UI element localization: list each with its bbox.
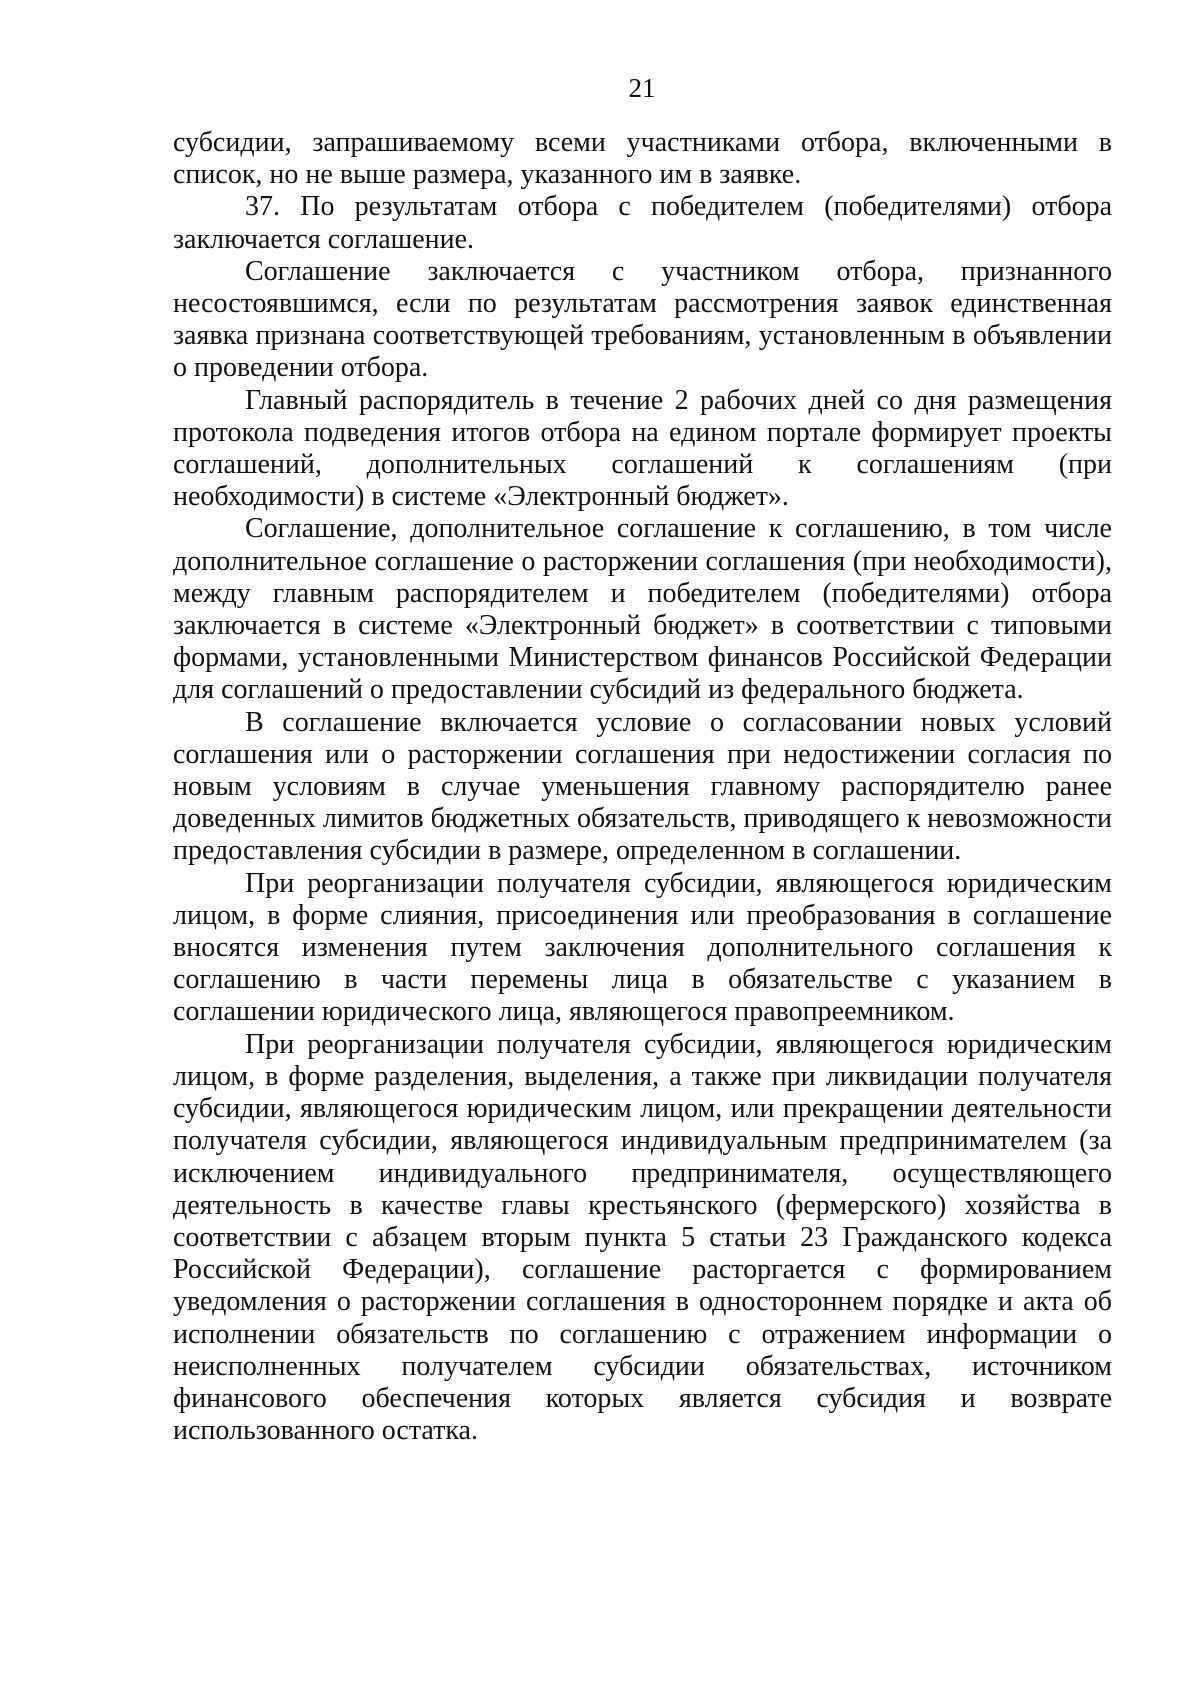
paragraph: Соглашение заключается с участником отбора, признанного несостоявшимся, если по результатам рассмотрения заявок единственная заявка признана соответствующей требованиям, установленным в объявлении о проведении отбора.: [173, 255, 1112, 384]
page-number: 21: [628, 73, 656, 103]
paragraph: Соглашение, дополнительное соглашение к соглашению, в том числе дополнительное соглашение о расторжении соглашения (при необходимости), между главным распорядителем и победителем (победителями) отбора заключается в системе «Электронный бюджет» в соответствии с типовыми формами, установленными Министерством финансов Российской Федерации для соглашений о предоставлении субсидий из федерального бюджета.: [173, 513, 1112, 706]
paragraph: При реорганизации получателя субсидии, являющегося юридическим лицом, в форме разделения, выделения, а также при ликвидации получателя субсидии, являющегося юридическим лицом, или прекращении деятельности получателя субсидии, являющегося индивидуальным предпринимателем (за исключением индивидуального предпринимателя, осуществляющего деятельность в качестве главы крестьянского (фермерского) хозяйства в соответствии с абзацем вторым пункта 5 статьи 23 Гражданского кодекса Российской Федерации), соглашение расторгается с формированием уведомления о расторжении соглашения в одностороннем порядке и акта об исполнении обязательств по соглашению с отражением информации о неисполненных получателем субсидии обязательствах, источником финансового обеспечения которых является субсидия и возврате использованного остатка.: [173, 1028, 1112, 1447]
paragraph: В соглашение включается условие о согласовании новых условий соглашения или о расторжении соглашения при недостижении согласия по новым условиям в случае уменьшения главному распорядителю ранее доведенных лимитов бюджетных обязательств, приводящего к невозможности предоставления субсидии в размере, определенном в соглашении.: [173, 706, 1112, 867]
paragraph: При реорганизации получателя субсидии, являющегося юридическим лицом, в форме слияния, присоединения или преобразования в соглашение вносятся изменения путем заключения дополнительного соглашения к соглашению в части перемены лица в обязательстве с указанием в соглашении юридического лица, являющегося правопреемником.: [173, 867, 1112, 1028]
document-body: [173, 127, 1112, 1447]
paragraph-item-37: 37. По результатам отбора с победителем (победителями) отбора заключается соглашение.: [173, 191, 1112, 255]
paragraph: Главный распорядитель в течение 2 рабочих дней со дня размещения протокола подведения итогов отбора на едином портале формирует проекты соглашений, дополнительных соглашений к соглашениям (при необходимости) в системе «Электронный бюджет».: [173, 384, 1112, 513]
paragraph-continuation: субсидии, запрашиваемому всеми участниками отбора, включенными в список, но не выше размера, указанного им в заявке.: [173, 127, 1112, 191]
